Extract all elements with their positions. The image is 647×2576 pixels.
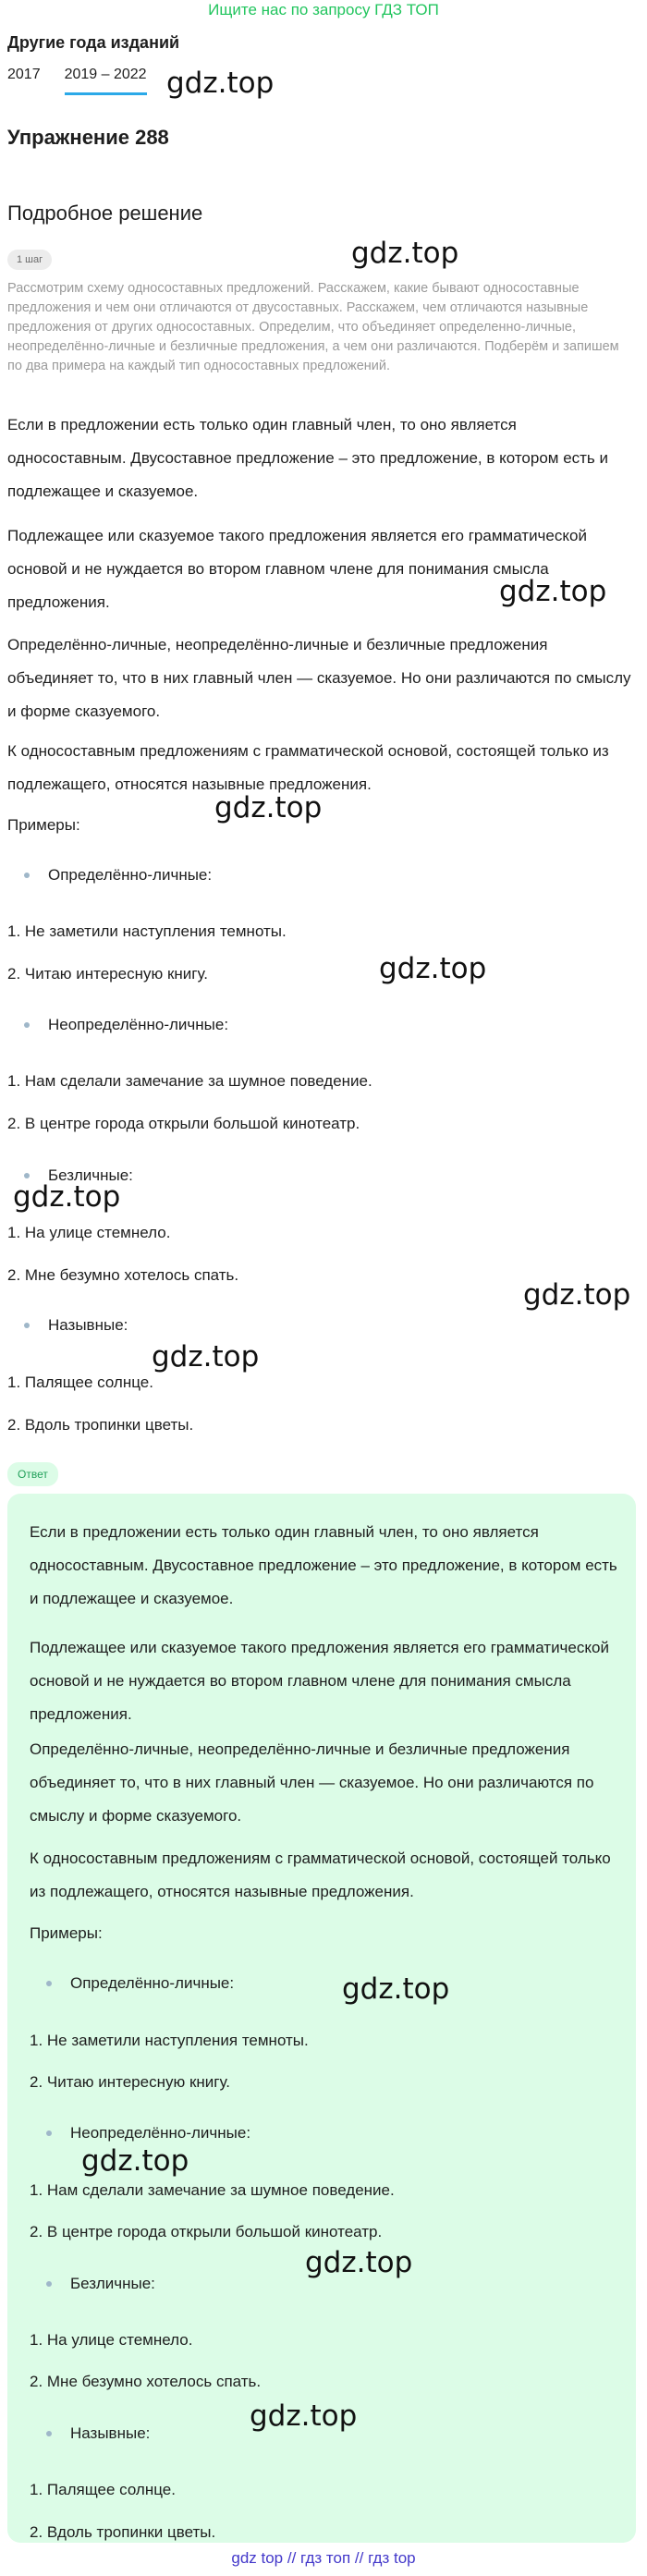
example-line: 1. Нам сделали замечание за шумное поведение.: [30, 2181, 395, 2199]
list-item: Назывные:: [46, 2424, 150, 2443]
watermark: gdz.top: [379, 952, 487, 985]
example-line: 2. Читаю интересную книгу.: [7, 965, 208, 983]
example-line: 2. Вдоль тропинки цветы.: [7, 1416, 194, 1434]
example-line: 2. В центре города открыли большой кинотеатр.: [7, 1115, 360, 1132]
tab-year-2017[interactable]: 2017: [7, 67, 41, 82]
step-badge: 1 шаг: [7, 250, 52, 270]
watermark: gdz.top: [351, 237, 459, 270]
list-item: Определённо-личные:: [46, 1974, 234, 1993]
watermark: gdz.top: [13, 1180, 121, 1214]
bullet-icon: [46, 2130, 52, 2136]
footer-link-gdz-top-ru[interactable]: гдз топ: [300, 2549, 351, 2567]
bullet-icon: [46, 2431, 52, 2436]
footer-links: [0, 2549, 647, 2568]
list-item: Неопределённо-личные:: [46, 2124, 250, 2143]
search-banner: Ищите нас по запросу ГДЗ ТОП: [208, 1, 439, 18]
solution-paragraph: К односоставным предложениям с грамматической основой, состоящей только из подлежащего, относятся назывные предложения.: [7, 742, 609, 793]
example-line: 1. На улице стемнело.: [7, 1224, 171, 1241]
example-line: 1. Не заметили наступления темноты.: [7, 922, 287, 940]
watermark: gdz.top: [523, 1278, 631, 1312]
answer-paragraph: Подлежащее или сказуемое такого предложения является его грамматической основой и не нуждается во втором главном члене для понимания смысла предложения.: [30, 1639, 609, 1723]
footer-link-gdz-top-mixed[interactable]: гдз top: [368, 2549, 416, 2567]
watermark: gdz.top: [166, 67, 275, 100]
intro-text: Рассмотрим схему односоставных предложений. Расскажем, какие бывают односоставные предложения и чем они отличаются от двусоставных. Расскажем, чем отличаются назывные предложения от других односоставных. Определим, что объединяет определенно-личные, неопределённо-личные и безличные предложения, а чем они различаются. Подберём и запишем по два примера на каждый тип односоставных предложений.: [7, 281, 619, 373]
solution-paragraph: Определённо-личные, неопределённо-личные и безличные предложения объединяет то, что в них главный член — сказуемое. Но они различаются по смыслу и форме сказуемого.: [7, 636, 631, 720]
watermark: gdz.top: [342, 1972, 450, 2006]
exercise-title: Упражнение 288: [7, 126, 169, 149]
bullet-icon: [24, 1323, 30, 1328]
solution-paragraph: Подлежащее или сказуемое такого предложения является его грамматической основой и не нуждается во втором главном члене для понимания смысла предложения.: [7, 527, 587, 611]
solution-paragraph: Если в предложении есть только один главный член, то оно является односоставным. Двусоставное предложение – это предложение, в котором есть и подлежащее и сказуемое.: [7, 416, 609, 500]
answer-paragraph: Если в предложении есть только один главный член, то оно является односоставным. Двусоставное предложение – это предложение, в котором есть и подлежащее и сказуемое.: [30, 1523, 617, 1607]
bullet-icon: [46, 2281, 52, 2287]
bullet-icon: [46, 1981, 52, 1986]
watermark: gdz.top: [305, 2246, 413, 2279]
bullet-icon: [24, 1022, 30, 1028]
list-item: Безличные:: [46, 2275, 155, 2293]
list-item: Определённо-личные:: [24, 866, 212, 885]
watermark: gdz.top: [499, 575, 607, 608]
footer-separator: //: [354, 2549, 364, 2567]
watermark: gdz.top: [152, 1340, 260, 1373]
example-line: 2. Мне безумно хотелось спать.: [7, 1266, 239, 1284]
list-item: Неопределённо-личные:: [24, 1016, 228, 1034]
answer-paragraph: Определённо-личные, неопределённо-личные и безличные предложения объединяет то, что в них главный член — сказуемое. Но они различаются по смыслу и форме сказуемого.: [30, 1740, 594, 1825]
example-line: 1. Нам сделали замечание за шумное поведение.: [7, 1072, 372, 1090]
bullet-icon: [24, 1173, 30, 1178]
watermark: gdz.top: [250, 2399, 358, 2433]
example-line: 2. В центре города открыли большой кинотеатр.: [30, 2223, 383, 2240]
example-line: 2. Мне безумно хотелось спать.: [30, 2373, 262, 2390]
footer-separator: //: [287, 2549, 297, 2567]
example-line: 1. Не заметили наступления темноты.: [30, 2032, 309, 2049]
footer-link-gdz-top[interactable]: gdz top: [231, 2549, 284, 2567]
example-line: 1. Палящее солнце.: [30, 2481, 176, 2498]
year-tabs: [7, 67, 147, 95]
answer-paragraph: К односоставным предложениям с грамматической основой, состоящей только из подлежащего, относятся назывные предложения.: [30, 1850, 611, 1900]
bullet-icon: [24, 873, 30, 878]
example-line: 1. На улице стемнело.: [30, 2331, 193, 2349]
tab-year-2019-2022[interactable]: 2019 – 2022: [65, 67, 147, 95]
answer-badge: Ответ: [7, 1462, 58, 1486]
watermark: gdz.top: [81, 2144, 189, 2178]
list-item: Назывные:: [24, 1316, 128, 1335]
examples-label: Примеры:: [30, 1924, 103, 1942]
other-years-title: Другие года изданий: [7, 33, 180, 52]
example-line: 1. Палящее солнце.: [7, 1373, 153, 1391]
watermark: gdz.top: [214, 791, 323, 824]
solution-title: Подробное решение: [7, 201, 203, 225]
examples-label: Примеры:: [7, 816, 80, 834]
example-line: 2. Читаю интересную книгу.: [30, 2073, 230, 2091]
list-item: Безличные:: [24, 1166, 133, 1185]
example-line: 2. Вдоль тропинки цветы.: [30, 2523, 216, 2541]
